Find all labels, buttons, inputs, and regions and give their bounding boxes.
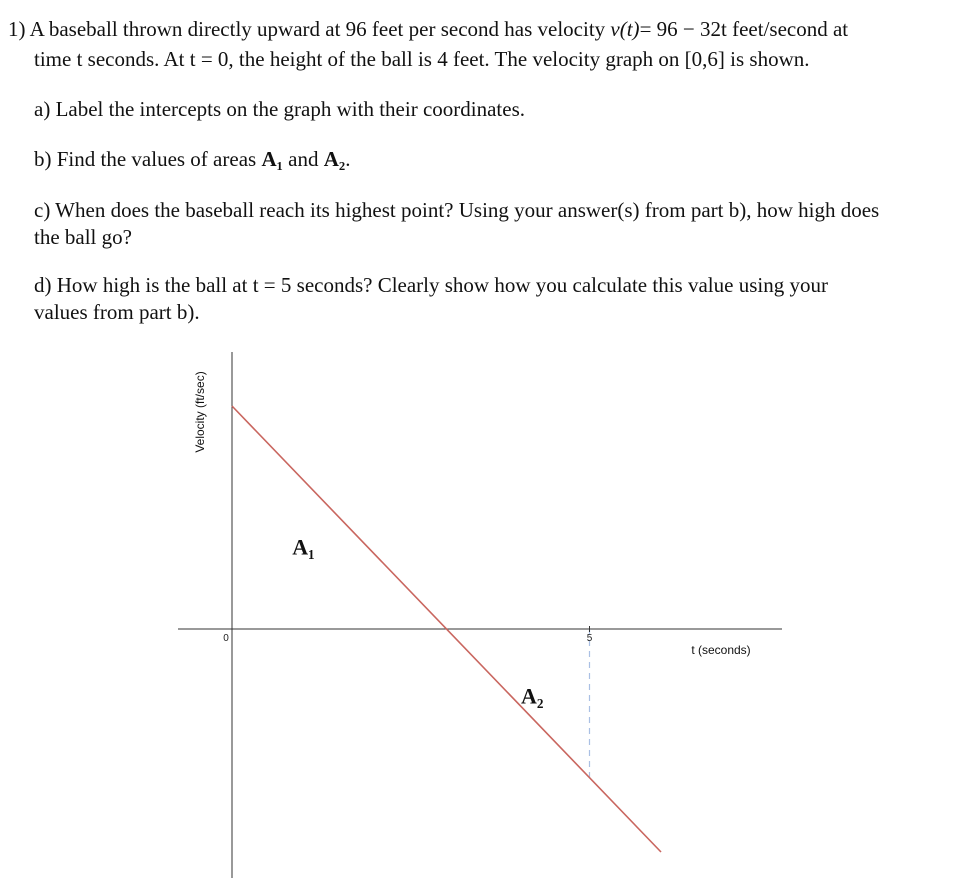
part-b-end: .	[345, 147, 351, 171]
part-a: a) Label the intercepts on the graph with their coordinates.	[34, 97, 525, 121]
area-a1-ref: A₁	[261, 147, 283, 171]
area-label-a2: A₂	[521, 683, 544, 709]
problem-intro-b: feet/second at	[732, 17, 849, 41]
y-axis-title: Velocity (ft/sec)	[193, 371, 207, 453]
problem-number: 1)	[8, 17, 26, 41]
tick-label-0: 0	[223, 633, 229, 644]
velocity-function: v(t)	[610, 17, 640, 41]
part-b-prefix: b) Find the values of areas	[34, 147, 257, 171]
part-c-line-2: the ball go?	[34, 225, 132, 249]
problem-intro-a: A baseball thrown directly upward at 96 feet per second has velocity	[29, 17, 606, 41]
area-a2-ref: A₂	[323, 147, 346, 171]
area-label-a1: A₁	[292, 534, 315, 560]
part-d-line-1: d) How high is the ball at t = 5 seconds? Clearly show how you calculate this value using your	[34, 273, 828, 297]
part-c-line-1: c) When does the baseball reach its highest point? Using your answer(s) from part b), how high does	[34, 198, 880, 222]
x-axis-title: t (seconds)	[691, 643, 751, 657]
velocity-expression: = 96 − 32t	[639, 17, 727, 41]
part-b-and: and	[288, 147, 319, 171]
part-d-line-2: values from part b).	[34, 300, 200, 324]
tick-label-5: 5	[586, 633, 593, 644]
problem-line-2: time t seconds. At t = 0, the height of the ball is 4 feet. The velocity graph on [0,6] is shown.	[34, 47, 810, 71]
